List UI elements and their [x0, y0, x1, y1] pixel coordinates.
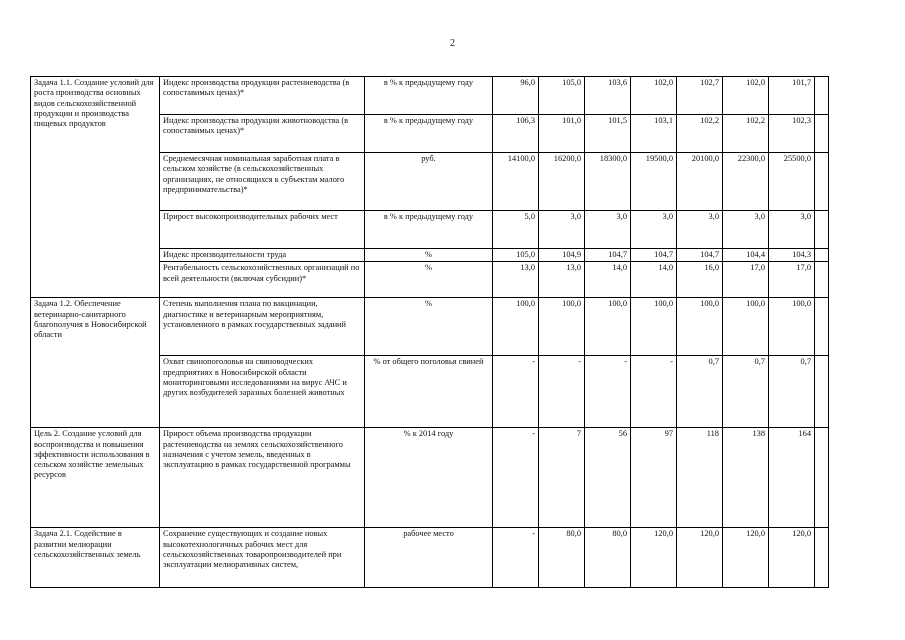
value-cell: 22300,0: [723, 153, 769, 211]
unit-cell: рабочее место: [365, 528, 493, 588]
value-cell: 104,7: [585, 249, 631, 262]
value-cell: 100,0: [585, 298, 631, 356]
value-cell: 104,9: [539, 249, 585, 262]
unit-cell: % к 2014 году: [365, 428, 493, 528]
page-number: 2: [450, 38, 455, 49]
value-cell: 103,6: [585, 77, 631, 115]
indicator-cell: Охват свинопоголовья на свиноводческих предприятиях в Новосибирской области мониторинговыми исследованиями на вирус АЧС и других возбудителей заразных болезней животных: [160, 356, 365, 428]
task-cell: Задача 1.2. Обеспечение ветеринарно-санитарного благополучия в Новосибирской области: [31, 298, 160, 428]
value-cell: 100,0: [493, 298, 539, 356]
unit-cell: %: [365, 262, 493, 298]
table-row: [31, 428, 829, 528]
value-cell: 3,0: [539, 211, 585, 249]
value-cell: 118: [677, 428, 723, 528]
value-cell: 5,0: [493, 211, 539, 249]
value-cell: 14100,0: [493, 153, 539, 211]
value-cell: 80,0: [539, 528, 585, 588]
empty-cell: [815, 262, 829, 298]
unit-cell: руб.: [365, 153, 493, 211]
value-cell: 7: [539, 428, 585, 528]
value-cell: 102,0: [631, 77, 677, 115]
value-cell: 25500,0: [769, 153, 815, 211]
value-cell: 101,7: [769, 77, 815, 115]
value-cell: 106,3: [493, 115, 539, 153]
task-cell: Цель 2. Создание условий для воспроизводства и повышения эффективности использования в сельском хозяйстве земельных ресурсов: [31, 428, 160, 528]
value-cell: 103,1: [631, 115, 677, 153]
value-cell: 20100,0: [677, 153, 723, 211]
value-cell: 164: [769, 428, 815, 528]
table-row: [31, 298, 829, 356]
unit-cell: в % к предыдущему году: [365, 77, 493, 115]
empty-cell: [815, 428, 829, 528]
value-cell: 120,0: [631, 528, 677, 588]
unit-cell: %: [365, 249, 493, 262]
value-cell: -: [585, 356, 631, 428]
indicator-cell: Индекс производства продукции растениеводства (в сопоставимых ценах)*: [160, 77, 365, 115]
value-cell: 13,0: [539, 262, 585, 298]
unit-cell: % от общего поголовья свиней: [365, 356, 493, 428]
value-cell: -: [493, 528, 539, 588]
value-cell: 96,0: [493, 77, 539, 115]
value-cell: 16200,0: [539, 153, 585, 211]
value-cell: 14,0: [585, 262, 631, 298]
value-cell: 19500,0: [631, 153, 677, 211]
indicator-cell: Индекс производства продукции животноводства (в сопоставимых ценах)*: [160, 115, 365, 153]
empty-cell: [815, 211, 829, 249]
value-cell: 105,0: [539, 77, 585, 115]
value-cell: 102,2: [723, 115, 769, 153]
empty-cell: [815, 249, 829, 262]
value-cell: -: [631, 356, 677, 428]
value-cell: 100,0: [769, 298, 815, 356]
value-cell: 3,0: [631, 211, 677, 249]
value-cell: 97: [631, 428, 677, 528]
value-cell: 3,0: [769, 211, 815, 249]
value-cell: 102,3: [769, 115, 815, 153]
indicator-cell: Рентабельность сельскохозяйственных организаций по всей деятельности (включая субсидии)*: [160, 262, 365, 298]
value-cell: -: [493, 428, 539, 528]
value-cell: 14,0: [631, 262, 677, 298]
task-cell: Задача 1.1. Создание условий для роста производства основных видов сельскохозяйственной продукции и производства пищевых продуктов: [31, 77, 160, 298]
value-cell: 100,0: [631, 298, 677, 356]
value-cell: 3,0: [677, 211, 723, 249]
value-cell: 120,0: [677, 528, 723, 588]
value-cell: 0,7: [723, 356, 769, 428]
value-cell: 3,0: [585, 211, 631, 249]
value-cell: 102,0: [723, 77, 769, 115]
value-cell: 3,0: [723, 211, 769, 249]
value-cell: 16,0: [677, 262, 723, 298]
unit-cell: в % к предыдущему году: [365, 115, 493, 153]
unit-cell: %: [365, 298, 493, 356]
indicator-cell: Сохранение существующих и создание новых высокотехнологичных рабочих мест для сельскохозяйственных товаропроизводителей при эксплуатации мелиоративных систем,: [160, 528, 365, 588]
indicator-cell: Среднемесячная номинальная заработная плата в сельском хозяйстве (в сельскохозяйственных организациях, не относящихся к субъектам малого предпринимательства)*: [160, 153, 365, 211]
value-cell: 101,5: [585, 115, 631, 153]
value-cell: -: [493, 356, 539, 428]
value-cell: 105,0: [493, 249, 539, 262]
indicator-cell: Индекс производительности труда: [160, 249, 365, 262]
empty-cell: [815, 77, 829, 115]
value-cell: 104,7: [677, 249, 723, 262]
value-cell: 56: [585, 428, 631, 528]
empty-cell: [815, 115, 829, 153]
value-cell: 100,0: [677, 298, 723, 356]
value-cell: 100,0: [539, 298, 585, 356]
value-cell: 102,7: [677, 77, 723, 115]
value-cell: 80,0: [585, 528, 631, 588]
value-cell: 102,2: [677, 115, 723, 153]
value-cell: 0,7: [769, 356, 815, 428]
value-cell: 101,0: [539, 115, 585, 153]
empty-cell: [815, 528, 829, 588]
empty-cell: [815, 298, 829, 356]
value-cell: 0,7: [677, 356, 723, 428]
value-cell: 17,0: [769, 262, 815, 298]
value-cell: 13,0: [493, 262, 539, 298]
value-cell: -: [539, 356, 585, 428]
value-cell: 120,0: [769, 528, 815, 588]
indicator-cell: Прирост высокопроизводительных рабочих мест: [160, 211, 365, 249]
empty-cell: [815, 356, 829, 428]
value-cell: 138: [723, 428, 769, 528]
task-cell: Задача 2.1. Содействие в развитии мелиорации сельскохозяйственных земель: [31, 528, 160, 588]
unit-cell: в % к предыдущему году: [365, 211, 493, 249]
value-cell: 120,0: [723, 528, 769, 588]
empty-cell: [815, 153, 829, 211]
indicators-table: [30, 76, 829, 588]
value-cell: 18300,0: [585, 153, 631, 211]
value-cell: 104,3: [769, 249, 815, 262]
indicator-cell: Прирост объема производства продукции растениеводства на землях сельскохозяйственного назначения с учетом земель, введенных в эксплуатацию в рамках государственной программы: [160, 428, 365, 528]
table-row: [31, 77, 829, 115]
table-row: [31, 528, 829, 588]
value-cell: 17,0: [723, 262, 769, 298]
indicator-cell: Степень выполнения плана по вакцинации, диагностике и ветеринарным мероприятиям, установленного в рамках государственных заданий: [160, 298, 365, 356]
value-cell: 100,0: [723, 298, 769, 356]
value-cell: 104,7: [631, 249, 677, 262]
value-cell: 104,4: [723, 249, 769, 262]
